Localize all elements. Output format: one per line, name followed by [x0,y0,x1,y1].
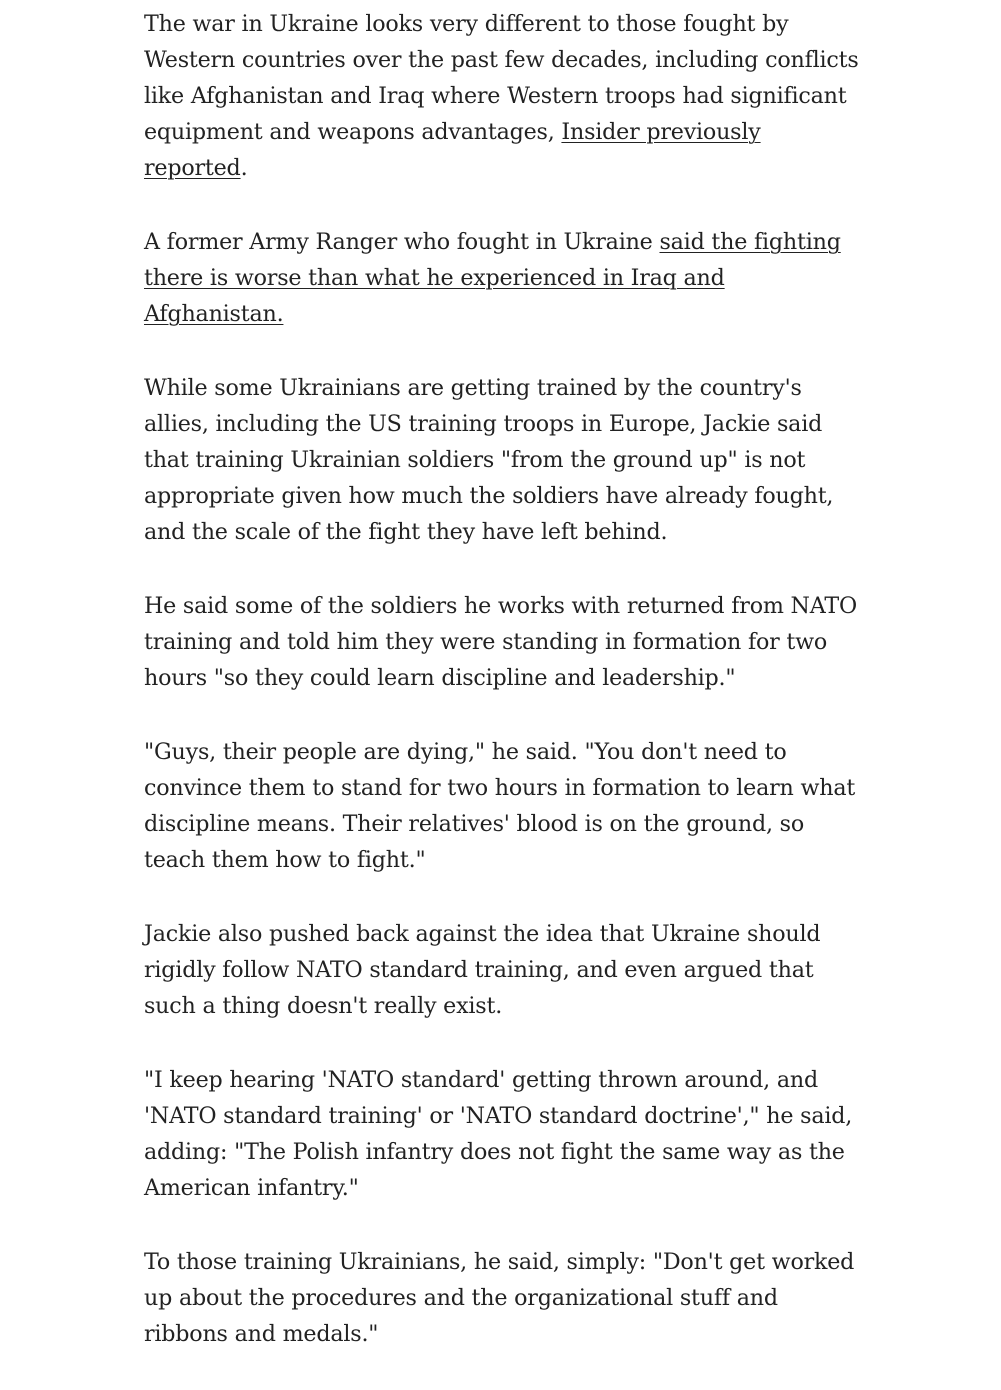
fighting-worse-link[interactable]: said the fighting there is worse than what he experienced in Iraq and Afghanistan. [144,229,841,327]
paragraph-2-text: A former Army Ranger who fought in Ukraine [144,229,660,255]
paragraph-1-end: . [240,155,248,181]
paragraph-2 [144,224,864,332]
paragraph-1 [144,6,864,186]
paragraph-4: He said some of the soldiers he works with returned from NATO training and told him they were standing in formation for two hours "so they could learn discipline and leadership." [144,593,857,691]
paragraph-7: "I keep hearing 'NATO standard' getting thrown around, and 'NATO standard training' or 'NATO standard doctrine'," he said, adding: "The Polish infantry does not fight the same way as the American infantry." [144,1067,853,1201]
paragraph-6: Jackie also pushed back against the idea that Ukraine should rigidly follow NATO standard training, and even argued that such a thing doesn't really exist. [144,921,821,1019]
paragraph-8: To those training Ukrainians, he said, simply: "Don't get worked up about the procedures and the organizational stuff and ribbons and medals." [144,1249,855,1347]
paragraph-1-text: The war in Ukraine looks very different to those fought by Western countries over the past few decades, including conflicts like Afghanistan and Iraq where Western troops had significant equipment and weapons advantages, [144,11,859,145]
article-body [144,6,864,1390]
paragraph-5: "Guys, their people are dying," he said. "You don't need to convince them to stand for two hours in formation to learn what discipline means. Their relatives' blood is on the ground, so teach them how to fight." [144,739,856,873]
insider-previously-reported-link[interactable]: Insider previously reported [144,119,761,181]
paragraph-3: While some Ukrainians are getting trained by the country's allies, including the US training troops in Europe, Jackie said that training Ukrainian soldiers "from the ground up" is not appropriate given how much the soldiers have already fought, and the scale of the fight they have left behind. [144,375,834,545]
